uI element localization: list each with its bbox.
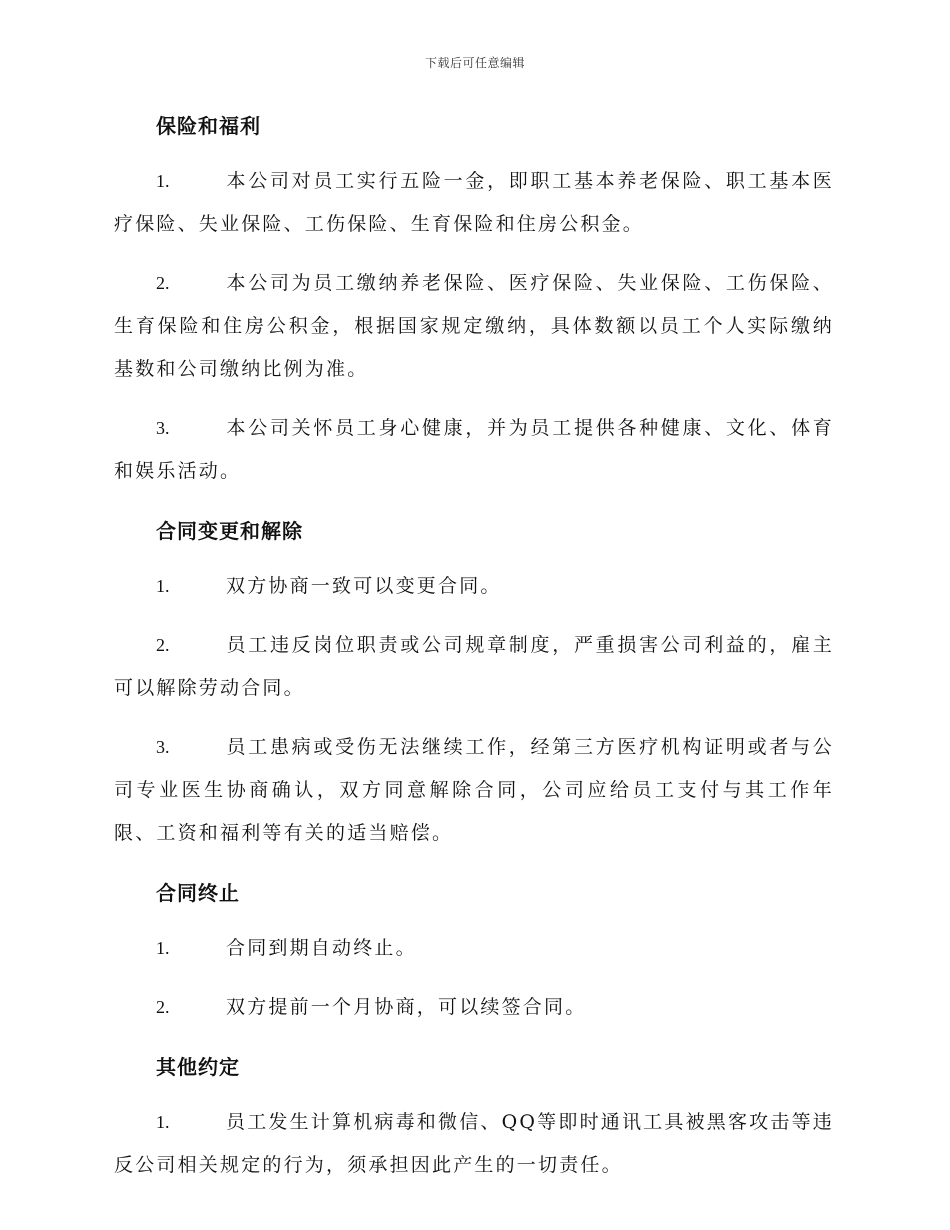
section-title: 保险和福利 xyxy=(156,114,261,138)
item-number: 3. xyxy=(156,737,170,757)
item-text: 合同到期自动终止。 xyxy=(226,937,417,959)
document-body xyxy=(114,108,834,1203)
item-text: 本公司对员工实行五险一金，即职工基本养老保险、职工基本医疗保险、失业保险、工伤保险、生育保险和住房公积金。 xyxy=(114,170,834,235)
list-item xyxy=(114,927,834,970)
item-number: 2. xyxy=(156,635,170,655)
item-text: 本公司为员工缴纳养老保险、医疗保险、失业保险、工伤保险、生育保险和住房公积金，根据国家规定缴纳，具体数额以员工个人实际缴纳基数和公司缴纳比例为准。 xyxy=(114,272,834,380)
list-item xyxy=(114,407,834,493)
section-other-agreements xyxy=(114,1049,834,1187)
item-number: 1. xyxy=(156,1112,170,1132)
section-contract-termination xyxy=(114,875,834,1029)
item-text: 本公司关怀员工身心健康，并为员工提供各种健康、文化、体育和娱乐活动。 xyxy=(114,417,834,482)
item-number: 2. xyxy=(156,997,170,1017)
list-item xyxy=(114,565,834,608)
section-contract-change xyxy=(114,513,834,855)
list-item xyxy=(114,624,834,710)
list-item xyxy=(114,160,834,246)
list-item xyxy=(114,262,834,391)
section-insurance-benefits xyxy=(114,108,834,493)
list-item xyxy=(114,726,834,855)
section-title: 合同变更和解除 xyxy=(156,519,303,543)
item-text: 员工违反岗位职责或公司规章制度，严重损害公司利益的，雇主可以解除劳动合同。 xyxy=(114,634,834,699)
item-number: 3. xyxy=(156,418,170,438)
page-header: 下载后可任意编辑 xyxy=(424,56,525,70)
item-text: 员工发生计算机病毒和微信、QQ等即时通讯工具被黑客攻击等违反公司相关规定的行为，须承担因此产生的一切责任。 xyxy=(114,1111,834,1176)
item-text: 双方协商一致可以变更合同。 xyxy=(226,575,502,597)
item-text: 员工患病或受伤无法继续工作，经第三方医疗机构证明或者与公司专业医生协商确认，双方同意解除合同，公司应给员工支付与其工作年限、工资和福利等有关的适当赔偿。 xyxy=(114,736,834,844)
item-number: 1. xyxy=(156,171,170,191)
item-number: 1. xyxy=(156,576,170,596)
item-number: 1. xyxy=(156,938,170,958)
section-title: 合同终止 xyxy=(156,881,240,905)
item-text: 双方提前一个月协商，可以续签合同。 xyxy=(226,996,587,1018)
item-number: 2. xyxy=(156,273,170,293)
list-item xyxy=(114,1101,834,1187)
section-title: 其他约定 xyxy=(156,1055,240,1079)
list-item xyxy=(114,986,834,1029)
